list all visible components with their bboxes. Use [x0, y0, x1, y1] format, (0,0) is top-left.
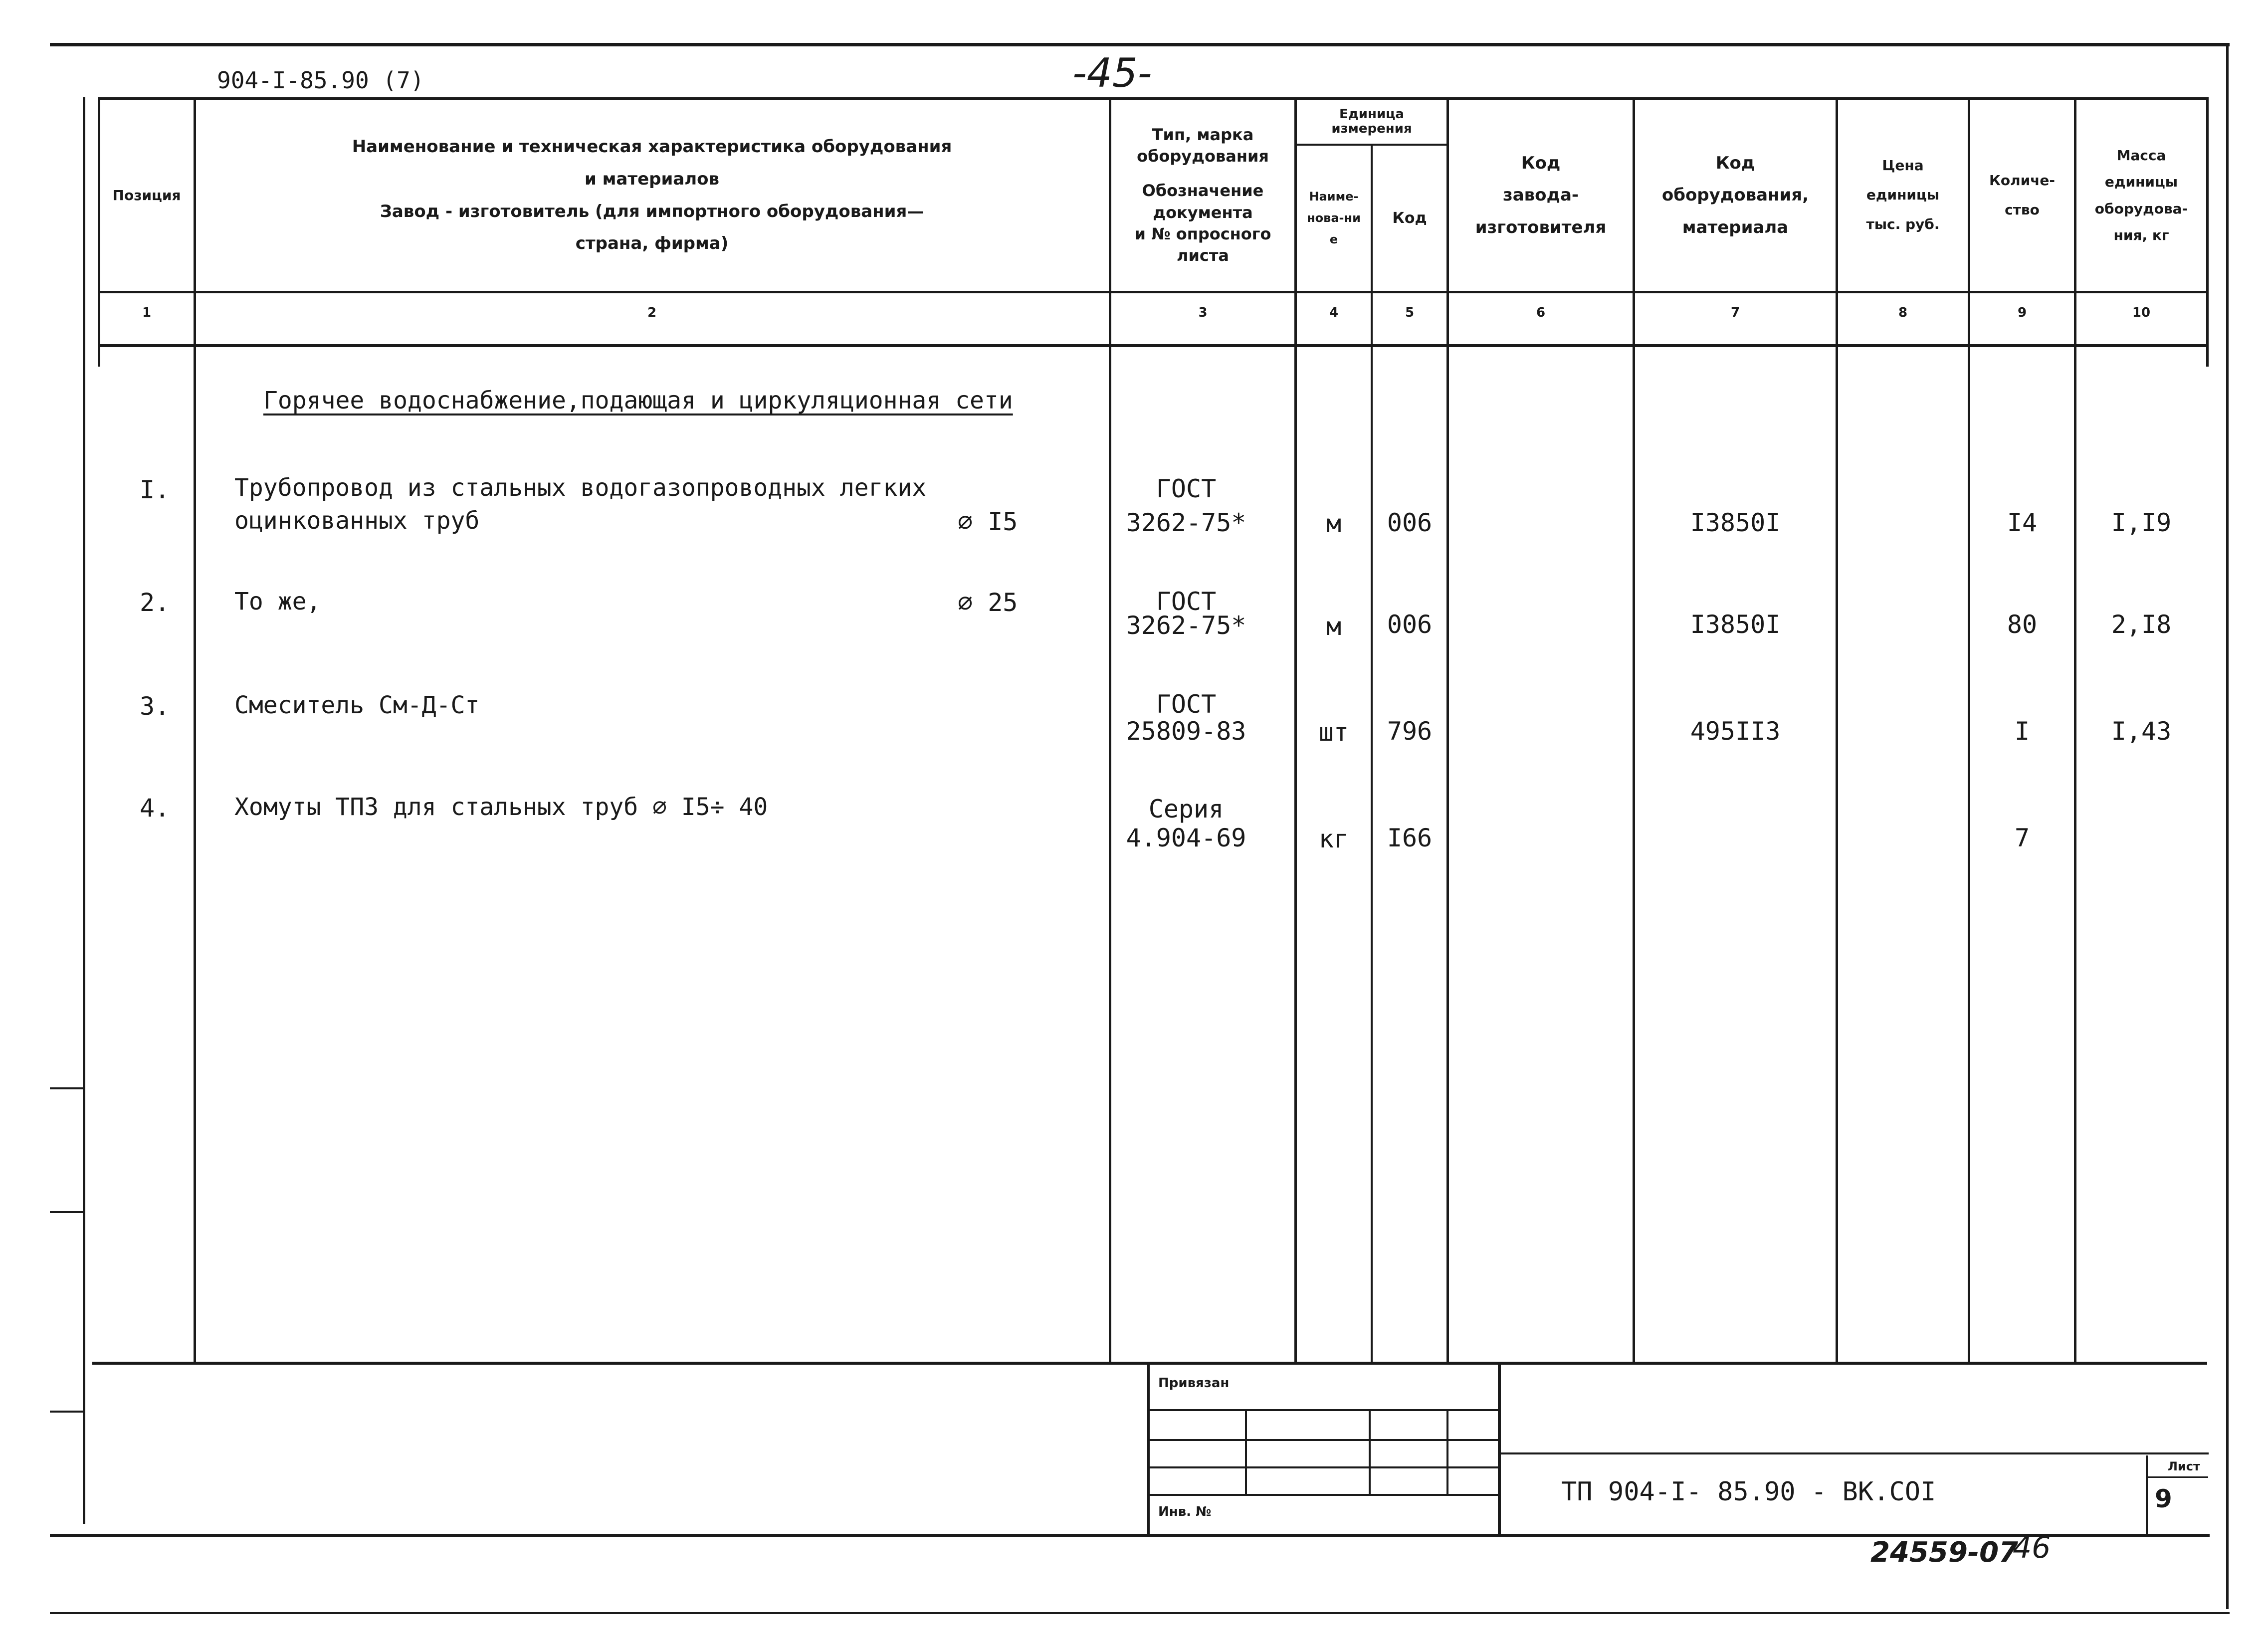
row-name: Смеситель См-Д-Ст: [234, 691, 480, 719]
frame-top: [50, 43, 2230, 46]
header-equipment-line: оборудования,: [1661, 185, 1809, 206]
row-position: 3.: [140, 692, 170, 721]
row-quantity: I: [2014, 717, 2030, 746]
sheet-label: Лист: [2168, 1459, 2200, 1473]
numbers-bottom-line: [100, 344, 2208, 347]
stamp-col-line: [1245, 1409, 1247, 1494]
row-name: То же,: [234, 588, 321, 616]
header-type-line: документа: [1153, 203, 1253, 222]
row-type: Серия: [1148, 795, 1224, 824]
header-mass-line: единицы: [2104, 174, 2178, 191]
header-equipment-code: [1635, 100, 1836, 291]
archive-number: 24559-07: [1870, 1536, 2018, 1569]
row-mass: 2,I8: [2111, 610, 2172, 639]
row-diameter: ∅ 25: [958, 588, 1018, 617]
frame-bottom: [50, 1612, 2230, 1614]
row-unit: м: [1326, 612, 1342, 641]
row-type: 4.904-69: [1126, 824, 1246, 852]
row-quantity: 80: [2007, 610, 2038, 639]
row-unit-code: 006: [1387, 508, 1433, 537]
binding-tick: [50, 1411, 85, 1413]
stamp-box-left: [1147, 1362, 1150, 1536]
header-name-line: страна, фирма): [575, 233, 729, 254]
column-number: 4: [1329, 305, 1339, 320]
col-line: [2206, 97, 2209, 367]
column-number: 7: [1730, 305, 1740, 320]
header-type-line: оборудования: [1137, 147, 1269, 166]
header-name-line: Завод - изготовитель (для импортного оборудования—: [380, 201, 924, 221]
row-equipment-code: I3850I: [1690, 610, 1781, 639]
frame-left: [83, 97, 85, 1524]
sheet-box-top: [2146, 1476, 2208, 1478]
row-name: Хомуты ТПЗ для стальных труб ∅ I5÷ 40: [234, 793, 768, 821]
header-price-line: Цена: [1882, 157, 1924, 174]
header-type-line: Тип, марка: [1152, 125, 1254, 144]
row-mass: I,43: [2111, 717, 2172, 746]
header-mass-line: оборудова-: [2094, 200, 2188, 217]
header-type-line: листа: [1177, 245, 1229, 265]
row-unit-code: 006: [1387, 610, 1433, 639]
header-type-line: Обозначение: [1142, 181, 1264, 201]
header-type: [1111, 100, 1294, 291]
stamp-box-right: [1498, 1362, 1501, 1536]
row-type: 25809-83: [1126, 717, 1246, 746]
column-number: 1: [142, 305, 152, 320]
row-type: ГОСТ: [1156, 474, 1217, 503]
header-factory-code: [1449, 100, 1633, 291]
header-name-line: Наименование и техническая характеристика оборудования: [352, 137, 952, 157]
stamp-designation-line: [1499, 1452, 2209, 1454]
column-number: 2: [647, 305, 657, 320]
row-mass: I,I9: [2111, 508, 2172, 537]
column-number: 5: [1405, 305, 1415, 320]
header-name-line: и материалов: [584, 169, 720, 189]
row-unit: кг: [1318, 825, 1349, 853]
section-title: Горячее водоснабжение,подающая и циркуляционная сети: [263, 387, 1013, 414]
row-unit-code: I66: [1387, 824, 1433, 852]
header-equipment-line: материала: [1682, 217, 1789, 237]
row-name: Трубопровод из стальных водогазопроводных легких: [234, 474, 927, 502]
document-code: 904-I-85.90 (7): [217, 67, 424, 94]
stamp-row-line: [1147, 1494, 1499, 1496]
header-quantity-line: ство: [2005, 201, 2040, 218]
binding-tick: [50, 1087, 85, 1089]
stamp-inv-number: Инв. №: [1158, 1504, 1212, 1519]
header-unit-code: Код: [1392, 209, 1427, 227]
row-type: 3262-75*: [1126, 611, 1246, 640]
stamp-col-line: [1369, 1409, 1371, 1494]
column-number: 10: [2132, 305, 2151, 320]
archive-page: 46: [2013, 1530, 2051, 1565]
header-price-line: единицы: [1866, 187, 1940, 204]
binding-tick: [50, 1211, 85, 1213]
header-name: [196, 100, 1108, 291]
header-factory-line: Код: [1521, 153, 1561, 173]
header-equipment-line: Код: [1715, 153, 1755, 173]
row-unit: шт: [1318, 718, 1349, 747]
row-quantity: I4: [2007, 508, 2038, 537]
row-type: ГОСТ: [1156, 587, 1217, 616]
row-equipment-code: 495II3: [1690, 717, 1781, 746]
row-equipment-code: I3850I: [1690, 508, 1781, 537]
header-quantity: [1970, 100, 2074, 291]
row-unit: м: [1326, 509, 1342, 538]
row-position: 2.: [140, 588, 170, 617]
row-unit-code: 796: [1387, 717, 1433, 746]
col-line: [1371, 145, 1373, 1364]
header-unit-name: Наиме-нова-ние: [1307, 189, 1361, 247]
stamp-privyazan: Привязан: [1158, 1376, 1230, 1391]
row-type: 3262-75*: [1126, 508, 1246, 537]
header-unit-group: Единица измерения: [1331, 107, 1412, 136]
frame-right: [2226, 43, 2229, 1609]
sheet-number: 9: [2155, 1484, 2172, 1513]
row-quantity: 7: [2014, 824, 2030, 852]
stamp-col-line: [1446, 1409, 1448, 1494]
header-position: Позиция: [112, 187, 181, 204]
header-factory-line: изготовителя: [1475, 217, 1607, 237]
header-price: [1838, 100, 1968, 291]
header-bottom-line: [100, 291, 2208, 293]
header-mass: [2076, 100, 2206, 291]
header-factory-line: завода-: [1502, 185, 1579, 206]
row-position: 4.: [140, 794, 170, 823]
stamp-designation: ТП 904-I- 85.90 - ВК.СОI: [1561, 1477, 1936, 1507]
row-name: оцинкованных труб: [234, 507, 480, 535]
header-price-line: тыс. руб.: [1866, 215, 1940, 232]
column-number: 9: [2017, 305, 2027, 320]
header-type-line: и № опросного: [1134, 224, 1271, 243]
column-number: 8: [1898, 305, 1908, 320]
column-number: 3: [1198, 305, 1208, 320]
header-mass-line: ния, кг: [2113, 226, 2169, 243]
header-mass-line: Масса: [2116, 147, 2166, 164]
page-mark: -45-: [1072, 50, 1152, 96]
sheet-box-left: [2146, 1455, 2148, 1535]
row-diameter: ∅ I5: [958, 507, 1018, 536]
header-quantity-line: Количе-: [1989, 172, 2056, 189]
row-type: ГОСТ: [1156, 690, 1217, 719]
row-position: I.: [140, 475, 170, 504]
column-number: 6: [1536, 305, 1546, 320]
table-bottom-line: [92, 1362, 2207, 1365]
